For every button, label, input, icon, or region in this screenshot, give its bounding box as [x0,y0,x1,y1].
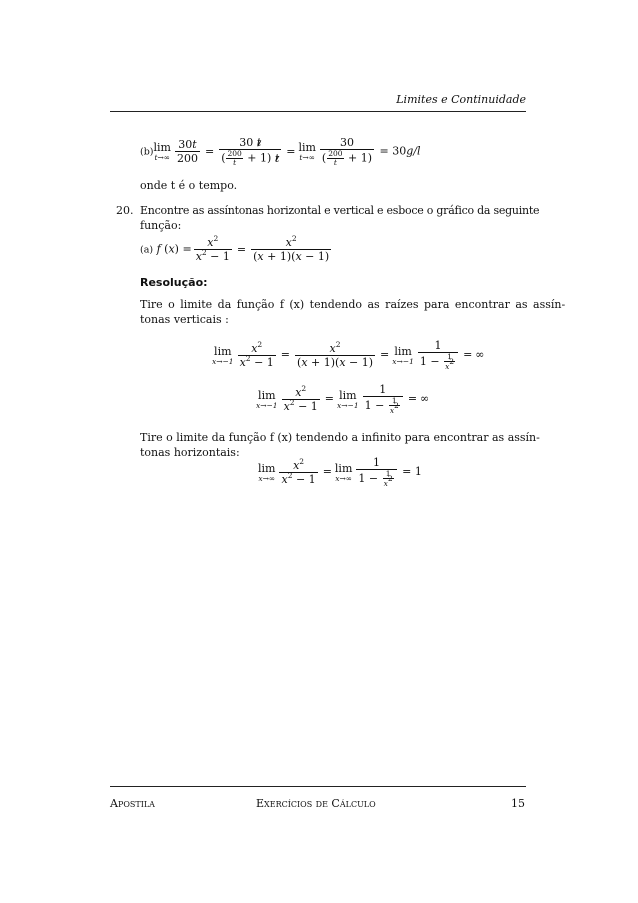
horizontal-limit: lim x→∞ $\frac{x^2}{x^2 - 1}$ = lim x→∞ 1 1 − $\frac{1}{x^2}$ = 1 [258,456,422,488]
vertical-limit-plus: lim x→−1 $\frac{x^2}{x^2 - 1}$ = $\frac{x^2}{(x + 1)(x - 1)}$ = lim x→−1 1 1 − $\frac{1}{x^2}$ = ∞ [212,339,485,371]
fraction-cancelled-t: 30 t ( $\frac{200}{t}$ + 1) t [221,136,280,167]
vertical-asymptote-text-line1: Tire o limite da função f (x) tendendo as raízes para encontrar as assín- [140,298,566,311]
item-b-equation: (b) lim t→∞ $\frac{30t}{200}$ = 30 t ( $\frac{200}{t}$ + 1) t = lim t→∞ 30 ( $\frac{200}{t}$ + 1) = 30g/l [140,136,421,167]
horizontal-result: = 1 [402,465,422,478]
header-rule [110,111,526,112]
function-definition: (a) f (x) = $\frac{x^2}{x^2 - 1}$ = $\frac{x^2}{(x + 1)(x - 1)}$ [140,234,330,263]
item-b-unit: g/l [406,144,421,158]
footer-rule [110,786,526,787]
problem-statement-line2: função: [140,219,182,232]
horizontal-asymptote-text-line1: Tire o limite da função f (x) tendendo a infinito para encontrar as assín- [140,431,540,444]
limit-operator-2: lim t→∞ [298,141,316,162]
footer-center: Exercícios de Cálculo [256,797,376,810]
limit-operator: lim t→∞ [153,141,171,162]
problem-number: 20. [116,204,134,217]
running-header: Limites e Continuidade [396,93,526,106]
fraction-30t-200: $\frac{30t}{200}$ [176,138,198,165]
page-number: 15 [511,797,525,810]
item-b-note: onde t é o tempo. [140,179,238,192]
part-a-label: (a) [140,244,154,256]
resolution-heading: Resolução: [140,276,208,289]
infinity-result-2: ∞ [420,392,430,405]
vertical-limit-minus: lim x→−1 $\frac{x^2}{x^2 - 1}$ = lim x→−1 1 1 − $\frac{1}{x^2}$ = ∞ [256,383,430,415]
vertical-asymptote-text-line2: tonas verticais : [140,313,229,326]
problem-statement-line1: Encontre as assíntonas horizontal e vertical e esboce o gráfico da seguinte [140,204,540,217]
fraction-30-over-sum: 30 ( $\frac{200}{t}$ + 1) [321,136,373,167]
horizontal-asymptote-text-line2: tonas horizontais: [140,446,240,459]
item-b-label: (b) [140,146,154,158]
infinity-result-1: ∞ [475,348,485,361]
item-b-result: = 30 [379,144,407,158]
footer-left: Apostila [110,797,155,810]
